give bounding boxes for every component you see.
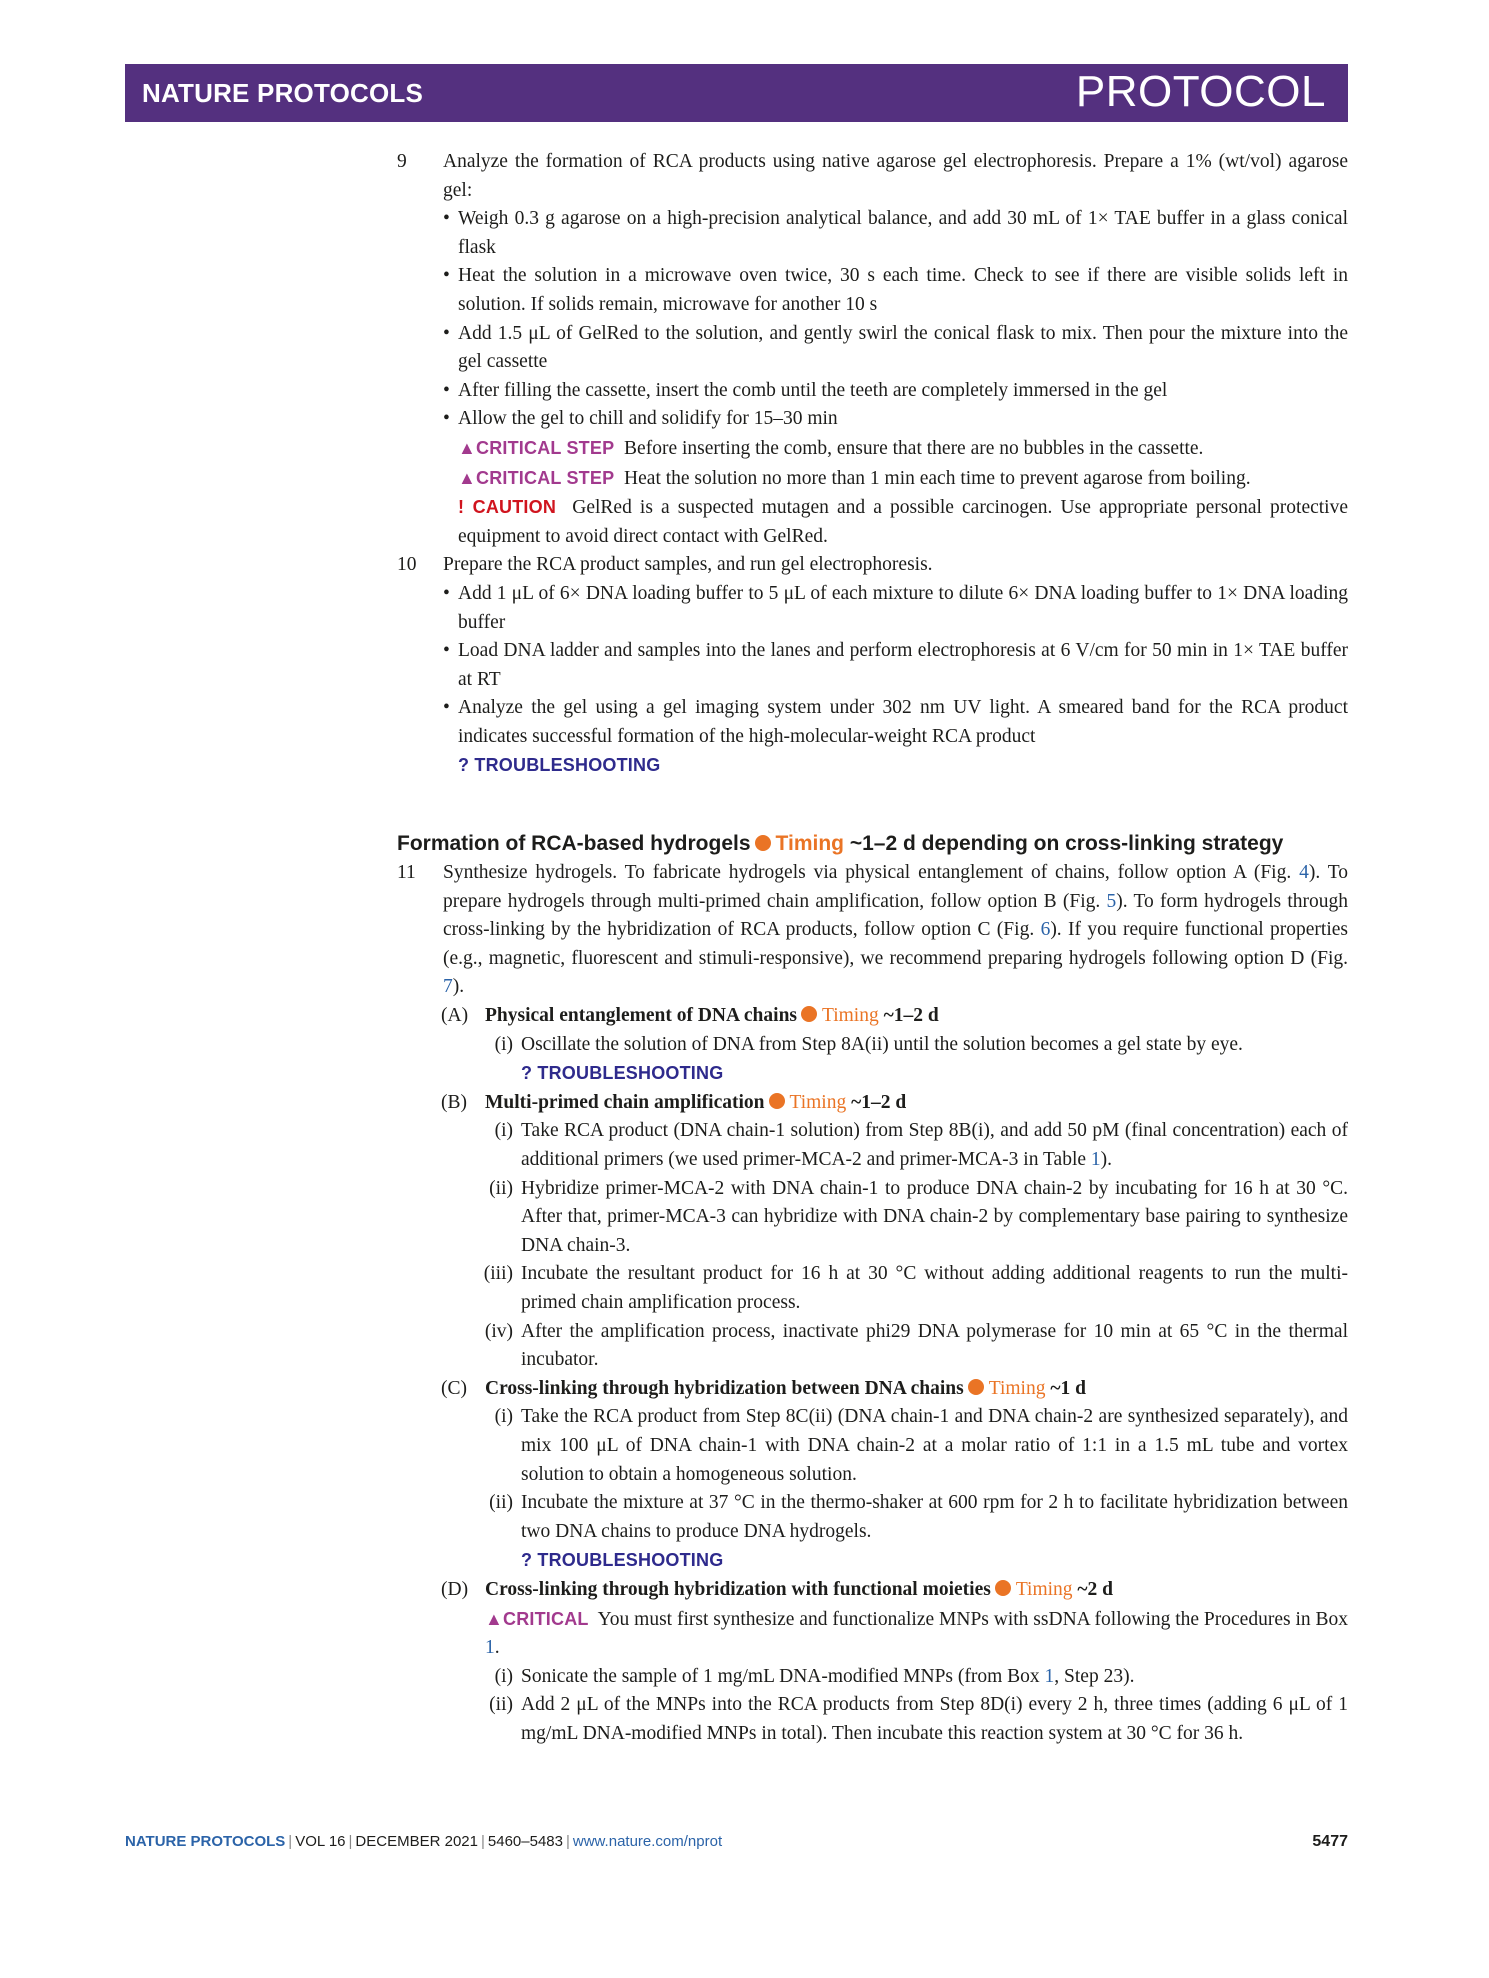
critical-note: ▲CRITICAL You must first synthesize and functionalize MNPs with ssDNA following the Procedures in Box 1.: [485, 1608, 1348, 1659]
figure-link[interactable]: 7: [443, 976, 453, 998]
list-item: • Heat the solution in a microwave oven twice, 30 s each time. Check to see if there are visible solids left in solution. If solids remain, microwave for another 10 s: [443, 265, 1348, 315]
list-item: • Load DNA ladder and samples into the lanes and perform electrophoresis at 6 V/cm for 50 min in 1× TAE buffer at RT: [443, 640, 1348, 690]
substep: (iii) Incubate the resultant product for 16 h at 30 °C without adding additional reagents to run the multi-primed chain amplification process.: [483, 1263, 1348, 1313]
table-link[interactable]: 1: [1090, 1149, 1101, 1170]
timing-label: Timing: [775, 832, 844, 856]
substep: (ii) Incubate the mixture at 37 °C in the thermo-shaker at 600 rpm for 2 h to facilitate hybridization between two DNA chains to produce DNA hydrogels.: [489, 1492, 1348, 1542]
journal-header-bar: [125, 64, 1348, 122]
step-number: 9: [397, 151, 407, 172]
substep: (i) Oscillate the solution of DNA from Step 8A(ii) until the solution becomes a gel state by eye.: [494, 1033, 1243, 1055]
troubleshooting-link[interactable]: ? TROUBLESHOOTING: [458, 755, 661, 776]
page-number: 5477: [1312, 1833, 1348, 1850]
list-item: • Allow the gel to chill and solidify for 15–30 min: [443, 408, 838, 430]
step-11: [397, 859, 1348, 1002]
substep: (ii) Add 2 μL of the MNPs into the RCA products from Step 8D(i) every 2 h, three times (adding 6 μL of 1 mg/mL DNA-modified MNPs in total). Then incubate this reaction system at 30 °C for 36 h.: [489, 1694, 1348, 1744]
step-number: 10: [397, 554, 417, 576]
critical-step-label: ▲CRITICAL STEP: [458, 467, 615, 488]
footer-journal: NATURE PROTOCOLS: [125, 1833, 286, 1850]
step-intro: Analyze the formation of RCA products using native agarose gel electrophoresis. Prepare a 1% (wt/vol) agarose gel:: [443, 151, 1348, 201]
troubleshooting-link[interactable]: ? TROUBLESHOOTING: [521, 1550, 724, 1571]
timing-dot-icon: [995, 1580, 1011, 1596]
figure-link[interactable]: 5: [1106, 890, 1117, 912]
critical-step-label: ▲CRITICAL STEP: [458, 437, 615, 458]
caution-note: ! CAUTION GelRed is a suspected mutagen and a possible carcinogen. Use appropriate personal protective equipment to avoid direct contact with GelRed.: [458, 497, 1348, 547]
list-item: • Analyze the gel using a gel imaging system under 302 nm UV light. A smeared band for the RCA product indicates successful formation of the high-molecular-weight RCA product: [443, 697, 1348, 747]
substep: (iv) After the amplification process, inactivate phi29 DNA polymerase for 10 min at 65 °C in the thermal incubator.: [484, 1320, 1348, 1371]
option-c-heading: (C) Cross-linking through hybridization between DNA chains Timing ~1 d: [441, 1377, 1086, 1399]
footer-volume: VOL 16: [295, 1833, 346, 1850]
critical-step-note: ▲CRITICAL STEP Before inserting the comb, ensure that there are no bubbles in the cassette.: [458, 437, 1204, 459]
step-9: [397, 148, 1348, 551]
step-intro: Prepare the RCA product samples, and run gel electrophoresis.: [443, 554, 933, 576]
list-item: • Add 1 μL of 6× DNA loading buffer to 5 μL of each mixture to dilute 6× DNA loading buffer to 1× DNA loading buffer: [443, 582, 1348, 633]
timing-text: ~1–2 d depending on cross-linking strategy: [849, 832, 1284, 856]
step-number: 11: [397, 862, 416, 884]
timing-dot-icon: [968, 1379, 984, 1395]
substep: (i) Take RCA product (DNA chain-1 solution) from Step 8B(i), and add 50 pM (final concentration) each of additional primers (we used primer-MCA-2 and primer-MCA-3 in Table 1).: [494, 1120, 1348, 1170]
figure-link[interactable]: 4: [1299, 862, 1309, 884]
list-item: • After filling the cassette, insert the comb until the teeth are completely immersed in the gel: [443, 379, 1168, 401]
footer-pages: 5460–5483: [487, 1833, 563, 1850]
substep: (ii) Hybridize primer-MCA-2 with DNA chain-1 to produce DNA chain-2 by incubating for 16 h at 30 °C. After that, primer-MCA-3 can hybridize with DNA chain-2 by complementary base pairing to synthesize DNA chain-3.: [489, 1177, 1348, 1256]
critical-step-note: ▲CRITICAL STEP Heat the solution no more than 1 min each time to prevent agarose from boiling.: [458, 467, 1251, 489]
list-item: • Add 1.5 μL of GelRed to the solution, and gently swirl the conical flask to mix. Then pour the mixture into the gel cassette: [443, 322, 1348, 373]
footer-url-link[interactable]: www.nature.com/nprot: [572, 1833, 723, 1850]
list-item: • Weigh 0.3 g agarose on a high-precision analytical balance, and add 30 mL of 1× TAE buffer in a glass conical flask: [443, 208, 1348, 258]
section-title: Formation of RCA-based hydrogels: [397, 832, 751, 856]
step-intro: Synthesize hydrogels. To fabricate hydrogels via physical entanglement of chains, follow option A (Fig. 4). To prepare hydrogels through multi-primed chain amplification, follow option B (Fig. 5). To form hydrogels through cross-linking by the hybridization of RCA products, follow option C (Fig. 6). If you require functional properties (e.g., magnetic, fluorescent and stimuli-responsive), we recommend preparing hydrogels following option D (Fig. 7).: [443, 862, 1348, 998]
figure-link[interactable]: 6: [1040, 919, 1051, 941]
option-b-heading: (B) Multi-primed chain amplification Timing ~1–2 d: [441, 1091, 907, 1113]
protocol-body: [397, 148, 1348, 1748]
page-footer: NATURE PROTOCOLS | VOL 16 | DECEMBER 2021 | 5460–5483 | www.nature.com/nprot 5477: [125, 1833, 1348, 1850]
substep: (i) Take the RCA product from Step 8C(ii) (DNA chain-1 and DNA chain-2 are synthesized separately), and mix 100 μL of DNA chain-1 with DNA chain-2 at a molar ratio of 1:1 in a 1.5 mL tube and vortex solution to obtain a homogeneous solution.: [494, 1406, 1348, 1485]
footer-date: DECEMBER 2021: [355, 1833, 478, 1850]
timing-dot-icon: [801, 1006, 817, 1022]
step-10: [397, 551, 1348, 781]
troubleshooting-link[interactable]: ? TROUBLESHOOTING: [521, 1063, 724, 1084]
box-link[interactable]: 1: [485, 1637, 495, 1659]
substep: (i) Sonicate the sample of 1 mg/mL DNA-modified MNPs (from Box 1, Step 23).: [494, 1665, 1135, 1687]
article-type: PROTOCOL: [1075, 67, 1326, 116]
option-d-heading: (D) Cross-linking through hybridization with functional moieties Timing ~2 d: [441, 1578, 1114, 1600]
critical-label: ▲CRITICAL: [485, 1608, 589, 1629]
section-heading: [397, 829, 1348, 859]
timing-dot-icon: [755, 835, 771, 851]
journal-name: NATURE PROTOCOLS: [142, 78, 424, 108]
timing-dot-icon: [769, 1093, 785, 1109]
box-link[interactable]: 1: [1044, 1665, 1055, 1687]
caution-label: ! CAUTION: [458, 497, 557, 518]
option-a-heading: (A) Physical entanglement of DNA chains Timing ~1–2 d: [441, 1005, 939, 1027]
